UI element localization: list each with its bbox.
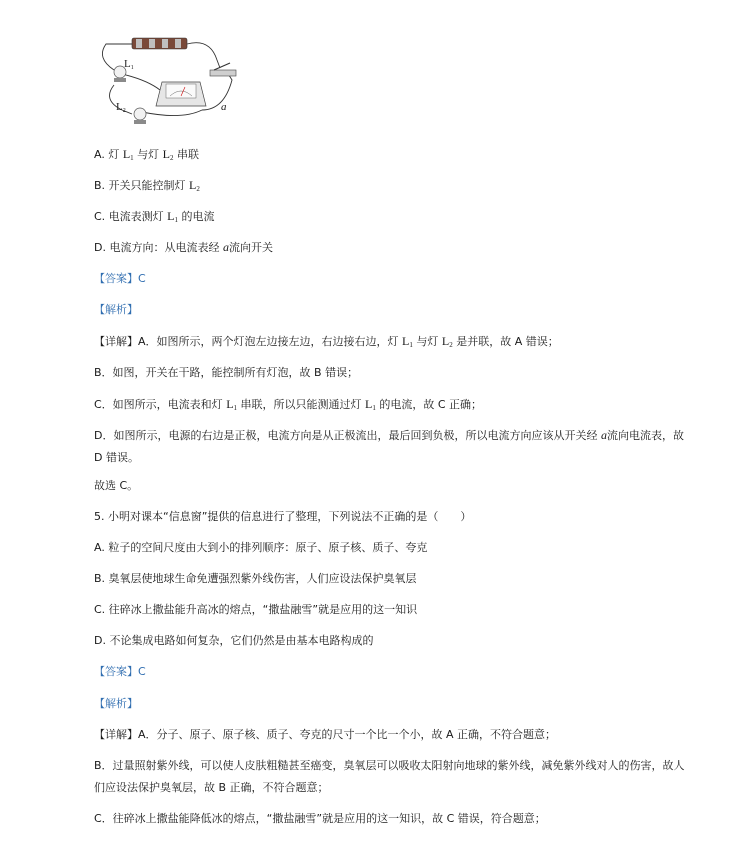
switch-icon [210,63,236,76]
circuit-diagram [92,30,242,130]
q4-option-c: C. 电流表测灯 L1 的电流 [94,209,215,224]
q4-option-d: D. 电流方向：从电流表经 a流向开关 [94,240,273,254]
q4-option-b: B. 开关只能控制灯 L2 [94,178,200,193]
q4-conclusion: 故选 C。 [94,479,139,492]
q4-detail-c: C．如图所示，电流表和灯 L1 串联，所以只能测通过灯 L1 的电流，故 C 正确； [94,397,483,412]
q5-option-b: B. 臭氧层使地球生命免遭强烈紫外线伤害，人们应设法保护臭氧层 [94,572,417,585]
q5-option-c: C. 往碎冰上撒盐能升高冰的熔点，“撒盐融雪”就是应用的这一知识 [94,603,418,616]
q4-detail-b: B．如图，开关在干路，能控制所有灯泡，故 B 错误； [94,366,359,379]
ammeter-icon [156,82,206,106]
label-l2: L2 [116,101,126,114]
q5-analysis-heading: 【解析】 [94,697,138,710]
q5-detail-b: B．过量照射紫外线，可以使人皮肤粗糙甚至癌变，臭氧层可以吸收太阳射向地球的紫外线，减免紫外线对人的伤害，故人们应设法保护臭氧层，故 B 正确，不符合题意； [94,759,685,794]
battery-icon [132,38,187,49]
label-l1: L1 [124,58,134,71]
q5-option-d: D. 不论集成电路如何复杂，它们仍然是由基本电路构成的 [94,634,374,647]
q5-answer: 【答案】C [94,665,146,678]
q4-option-a: A. 灯 L1 与灯 L2 串联 [94,147,200,162]
q4-detail-a: 【详解】A．如图所示，两个灯泡左边接左边，右边接右边，灯 L1 与灯 L2 是并联，故 A 错误； [94,334,559,349]
q5-question: 5. 小明对课本“信息窗”提供的信息进行了整理，下列说法不正确的是（ ） [94,510,472,523]
q4-answer: 【答案】C [94,272,146,285]
q5-detail-a: 【详解】A．分子、原子、原子核、质子、夸克的尺寸一个比一个小，故 A 正确，不符合题意； [94,728,557,741]
label-a: a [221,101,227,113]
q4-detail-d: D．如图所示，电源的右边是正极，电流方向是从正极流出，最后回到负极，所以电流方向应该从开关经 a流向电流表，故 D 错误。 [94,428,684,464]
bulb-l2-icon [134,108,146,124]
q4-analysis-heading: 【解析】 [94,303,138,316]
q5-detail-c: C．往碎冰上撒盐能降低冰的熔点，“撒盐融雪”就是应用的这一知识，故 C 错误，符合题意； [94,812,546,825]
q5-option-a: A. 粒子的空间尺度由大到小的排列顺序：原子、原子核、质子、夸克 [94,541,428,554]
